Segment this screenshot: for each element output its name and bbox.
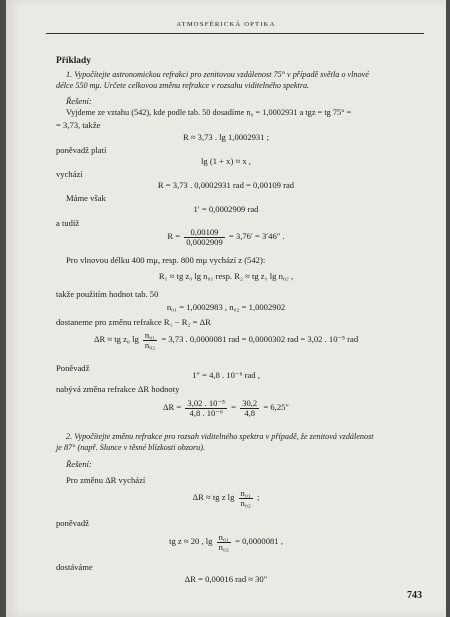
equation-13: ΔR = 0,00016 rad ≈ 30″ [184, 574, 268, 584]
eq10-denominator-1: 4,8 . 10⁻⁶ [189, 407, 223, 418]
text-line: dostaneme pro změnu refrakce R₁ − R₂ = ΔR [56, 317, 211, 327]
book-page [6, 0, 446, 617]
eq8-numerator: n₀₁ [144, 329, 156, 340]
exercise-1-line-1: 1. Vypočítejte astronomickou refrakci pro zenitovou vzdálenost 75° v případě světla o vlnové [66, 70, 369, 79]
text-line: dostáváme [56, 562, 93, 572]
text-line: Vyjdeme ze vztahu (542), kde podle tab. 50 dosadíme n₀ = 1,0002931 a tgz = tg 75° = [66, 108, 352, 117]
text-line: takže použitím hodnot tab. 50 [56, 289, 159, 299]
text-line: Poněvadž [56, 363, 90, 373]
eq10-rhs: = 6,25″ [263, 402, 290, 412]
equation-5 [6, 223, 446, 249]
exercise-1-line-2: délce 550 mμ. Určete celkovou změnu refrakce v rozsahu viditelného spektra. [56, 81, 310, 90]
text-line: a tudíž [56, 218, 80, 228]
eq5-fraction [184, 228, 225, 247]
equation-11 [6, 485, 446, 509]
eq12-fraction [217, 533, 231, 552]
text-line: Pro změnu ΔR vychází [66, 475, 146, 485]
text-line: Máme však [66, 193, 106, 203]
eq5-numerator: 0,00109 [184, 228, 225, 238]
text-line: nabývá změna refrakce ΔR hodnoty [56, 384, 180, 394]
equation-8 [94, 327, 358, 351]
exercise-2-line-1: 2. Vypočítejte změnu refrakce pro rozsah viditelného spektra v případě, že zenitová vzdálenost [66, 432, 374, 441]
eq8-denominator: n₀₂ [144, 339, 156, 350]
equation-10 [6, 392, 446, 422]
equation-2: lg (1 + x) ≈ x , [201, 156, 251, 166]
eq10-lhs: ΔR = [162, 402, 182, 412]
eq12-numerator: n₀₁ [218, 531, 229, 542]
section-title: Příklady [56, 56, 91, 66]
eq11-rhs: ; [256, 492, 260, 502]
eq10-numerator-1: 3,02 . 10⁻⁵ [187, 397, 226, 408]
text-line: poněvadž [56, 518, 89, 528]
equation-1: R ≈ 3,73 . lg 1,0002931 ; [182, 132, 270, 142]
equation-3: R = 3,73 . 0,0002931 rad = 0,00109 rad [157, 180, 295, 190]
solution-label-2: Řešení: [66, 459, 92, 469]
eq8-rhs: = 3,73 . 0,0000081 rad = 0,0000302 rad = 3,02 . 10⁻⁵ rad [161, 334, 359, 344]
eq11-fraction [239, 489, 253, 508]
eq5-denominator: 0,0002909 [186, 236, 223, 247]
equation-12 [6, 529, 446, 553]
eq10-fraction-1 [185, 399, 227, 418]
equation-7: n₀₁ = 1,0002983 , n₀₂ = 1,0002902 [166, 302, 286, 312]
eq12-lhs: tg z ≈ 20 , lg [169, 536, 213, 546]
eq10-fraction-2 [240, 399, 259, 418]
eq12-denominator: n₀₂ [218, 541, 229, 552]
equation-9: 1″ = 4,8 . 10⁻⁶ rad , [192, 370, 260, 380]
eq10-equals: = [231, 402, 237, 412]
eq11-numerator: n₀₁ [240, 487, 251, 498]
exercise-2-line-2: je 87° (např. Slunce v těsné blízkosti obzoru). [56, 443, 206, 452]
eq10-numerator-2: 30,2 [242, 397, 258, 408]
eq12-rhs: = 0,0000081 , [235, 536, 283, 546]
eq5-lhs: R = [167, 231, 181, 241]
page-number: 743 [407, 590, 422, 601]
eq10-denominator-2: 4,8 [244, 407, 256, 418]
text-line: vychází [56, 169, 83, 179]
text-line: poněvadž platí [56, 145, 107, 155]
eq8-fraction [143, 331, 157, 350]
text-line: = 3,73, takže [56, 120, 101, 130]
header-rule [46, 33, 424, 34]
eq8-lhs: ΔR ≈ tg z₀ lg [94, 334, 139, 344]
running-header: ATMOSFÉRICKÁ OPTIKA [176, 21, 276, 28]
eq5-rhs: = 3,76′ = 3′46″ . [228, 231, 285, 241]
eq11-lhs: ΔR ≈ tg z lg [192, 492, 235, 502]
solution-label-1: Řešení: [66, 96, 92, 106]
equation-4: 1′ = 0,0002909 rad [193, 204, 259, 214]
eq11-denominator: n₀₂ [240, 497, 251, 508]
equation-6: R₁ ≈ tg z₀ lg n₀₁ resp. R₂ ≈ tg z₁ lg n₀₂ , [158, 271, 294, 281]
text-line: Pro vlnovou délku 400 mμ, resp. 800 mμ vychází z (542): [66, 255, 266, 265]
